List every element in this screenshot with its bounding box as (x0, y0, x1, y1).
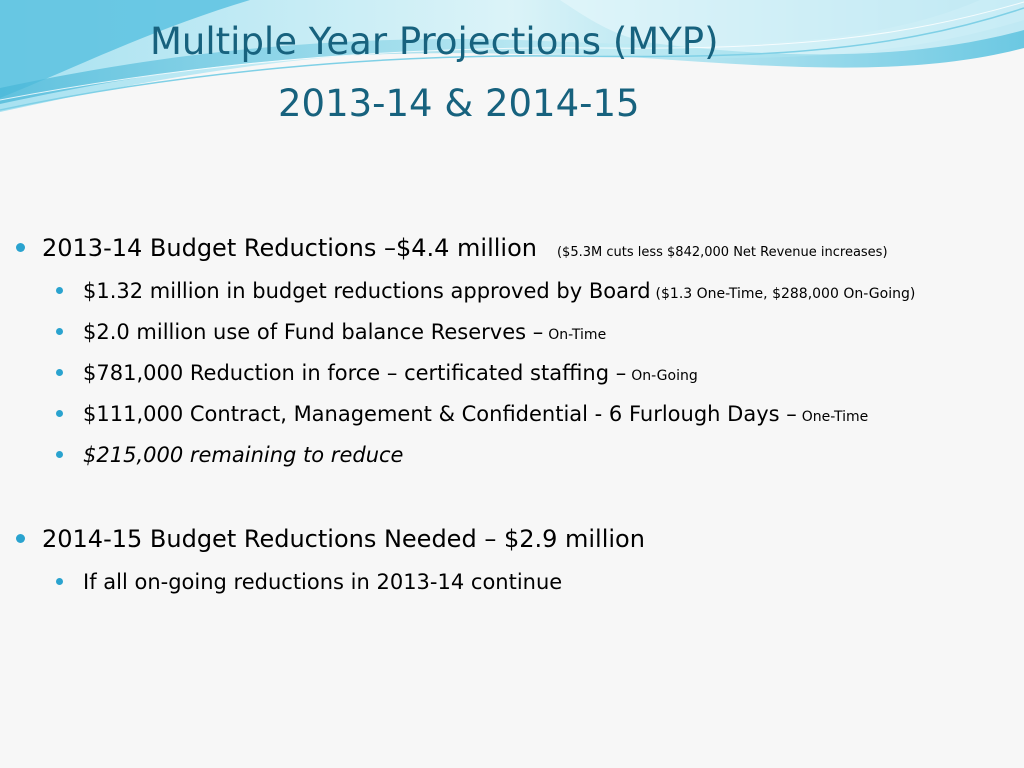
bullet-text: $2.0 million use of Fund balance Reserves – (83, 320, 544, 344)
bullet-dot-icon (16, 534, 25, 543)
bullet-item-2014-15-reductions (42, 524, 645, 554)
bullet-text: $1.32 million in budget reductions approved by Board (83, 279, 651, 303)
bullet-text: $215,000 remaining to reduce (83, 443, 404, 467)
bullet-dot-icon (56, 369, 63, 376)
bullet-dot-icon (16, 243, 25, 252)
bullet-note: ($5.3M cuts less $842,000 Net Revenue increases) (556, 245, 888, 260)
bullet-dot-icon (56, 287, 63, 294)
bullet-text: 2014-15 Budget Reductions Needed – $2.9 million (42, 525, 645, 553)
bullet-dot-icon (56, 451, 63, 458)
bullet-note: ($1.3 One-Time, $288,000 On-Going) (655, 286, 916, 302)
bullet-note: One-Time (801, 409, 869, 425)
bullet-text: If all on-going reductions in 2013-14 continue (83, 570, 563, 594)
sub-bullet-item-remaining (83, 441, 403, 469)
bullet-dot-icon (56, 410, 63, 417)
sub-bullet-item-board-approved (83, 277, 915, 308)
bullet-text: $781,000 Reduction in force – certificated staffing – (83, 361, 627, 385)
bullet-text: 2013-14 Budget Reductions –$4.4 million (42, 234, 537, 262)
slide-title-line-2: 2013-14 & 2014-15 (278, 82, 640, 125)
bullet-note: On-Time (548, 327, 607, 343)
bullet-note: On-Going (631, 368, 698, 384)
sub-bullet-item-furlough-days (83, 400, 868, 431)
bullet-item-2013-14-reductions (42, 233, 888, 268)
sub-bullet-item-fund-balance (83, 318, 606, 349)
bullet-dot-icon (56, 578, 63, 585)
slide-title-line-1: Multiple Year Projections (MYP) (150, 20, 719, 63)
bullet-dot-icon (56, 328, 63, 335)
bullet-text: $111,000 Contract, Management & Confidential - 6 Furlough Days – (83, 402, 797, 426)
sub-bullet-item-reduction-in-force (83, 359, 698, 390)
sub-bullet-item-ongoing-continue (83, 568, 562, 596)
